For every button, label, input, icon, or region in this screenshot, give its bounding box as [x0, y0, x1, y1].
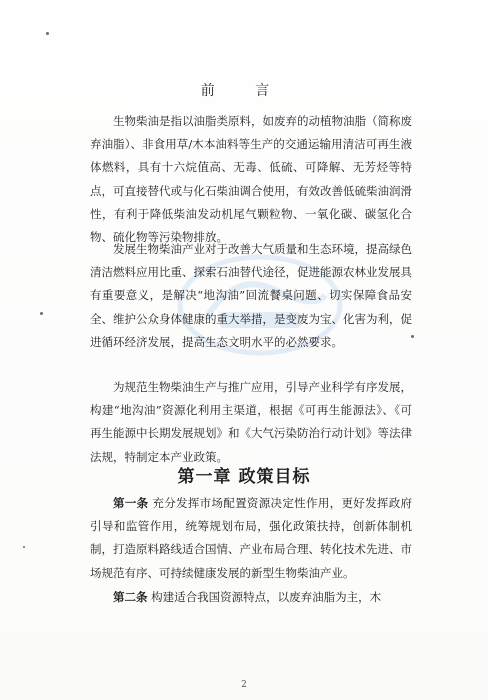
article-2 — [90, 586, 412, 609]
preface-paragraph-1: 生物柴油是指以油脂类原料，如废弃的动植物油脂（简称废弃油脂）、非食用草/木本油料等生产的交通运输用清洁可再生液体燃料，具有十六烷值高、无毒、低硫、可降解、无芳烃等特点，可直接替代或与化石柴油调合使用，有效改善低硫柴油润滑性，有利于降低柴油发动机尾气颗粒物、一氧化碳、碳氢化合物、硫化物等污染物排放。 — [90, 114, 412, 245]
scan-speck — [40, 312, 43, 315]
scan-speck — [46, 32, 49, 35]
article-2-text: 构建适合我国资源特点，以废弃油脂为主，木 — [147, 590, 382, 604]
page-number: 2 — [241, 680, 247, 690]
scan-speck — [23, 546, 25, 548]
preface-title: 前 言 — [200, 83, 288, 99]
article-1 — [90, 492, 412, 585]
preface-paragraph-3: 为规范生物柴油生产与推广应用，引导产业科学有序发展，构建“地沟油”资源化利用主渠道，根据《可再生能源法》、《可再生能源中长期发展规划》和《大气污染防治行动计划》等法律法规，特制定本产业政策。 — [90, 380, 412, 464]
chapter-title: 第一章 政策目标 — [177, 467, 311, 487]
preface-paragraph-2: 发展生物柴油产业对于改善大气质量和生态环境，提高绿色清洁燃料应用比重、探索石油替代途径，促进能源农林业发展具有重要意义，是解决“地沟油”回流餐桌问题、切实保障食品安全、维护公众身体健康的重大举措，是变废为宝、化害为利，促进循环经济发展，提高生态文明水平的必然要求。 — [90, 242, 412, 349]
article-1-text: 充分发挥市场配置资源决定性作用，更好发挥政府引导和监管作用，统筹规划布局，强化政策扶持，创新体制机制，打造原料路线适合国情、产业布局合理、转化技术先进、市场规范有序、可持续健康发展的新型生物柴油产业。 — [90, 496, 413, 580]
article-2-label: 第二条 — [113, 590, 148, 604]
article-1-label: 第一条 — [113, 496, 149, 510]
